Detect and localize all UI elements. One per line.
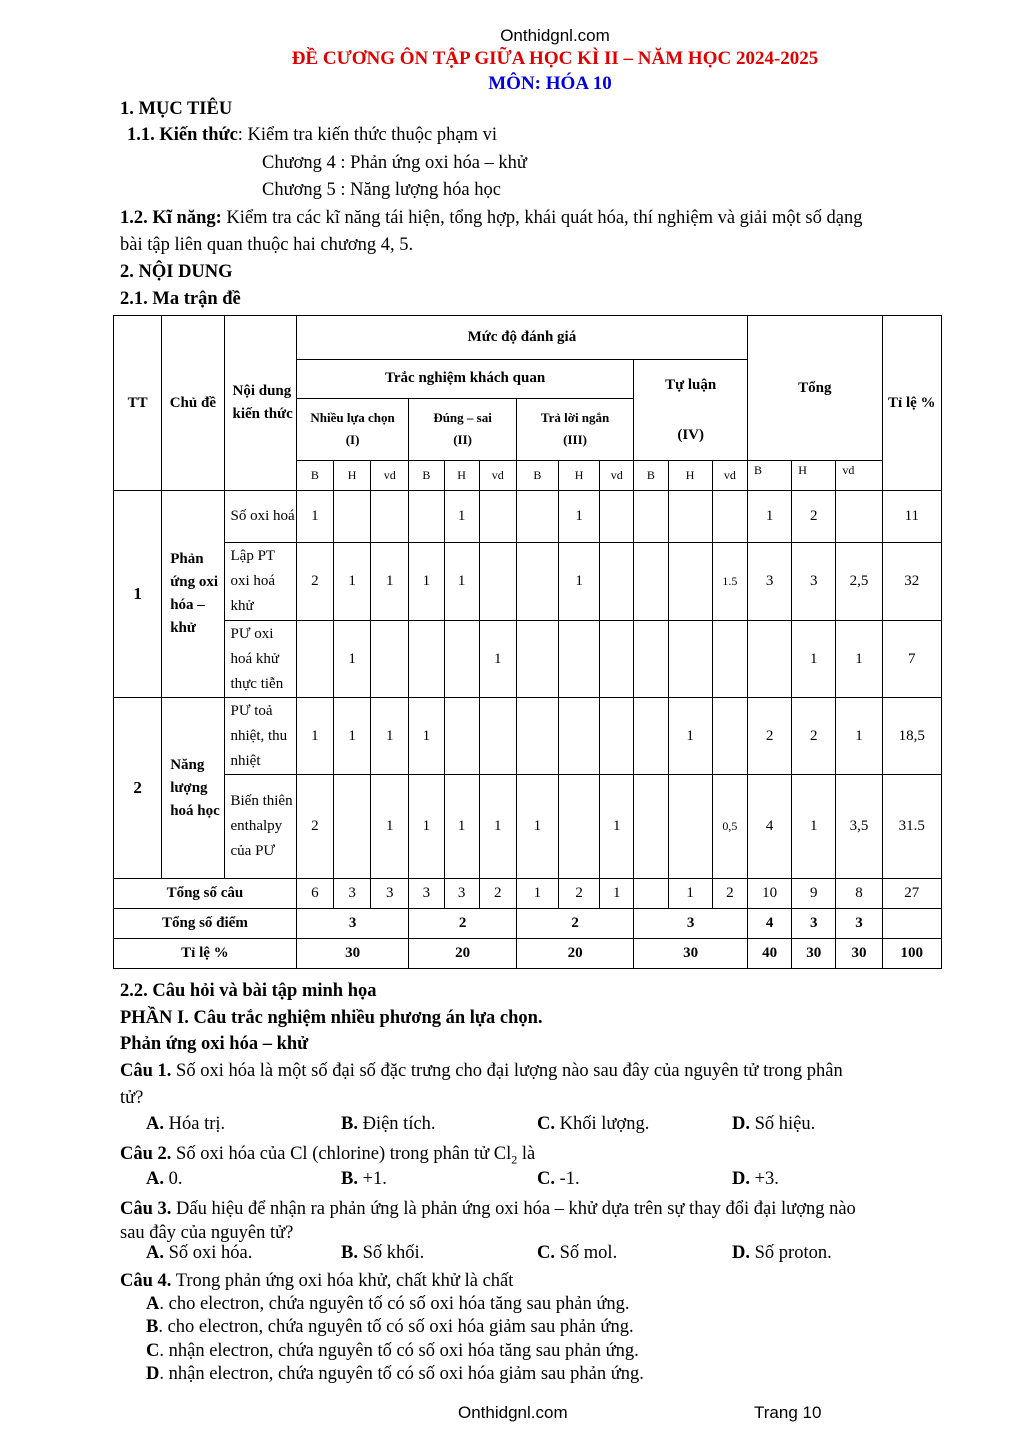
skill-line: 1.2. Kĩ năng: Kiểm tra các kĩ năng tái hiện, tổng hợp, khái quát hóa, thí nghiệm và giải một số dạng xyxy=(120,208,863,228)
heading-objectives: 1. MỤC TIÊU xyxy=(120,99,233,119)
ratio-cell: 20 xyxy=(409,939,516,969)
value-cell: 1 xyxy=(409,543,444,621)
heading-part-1: PHẦN I. Câu trắc nghiệm nhiều phương án lựa chọn. xyxy=(120,1008,543,1028)
value-cell: 1 xyxy=(479,775,516,879)
value-cell: 2 xyxy=(792,698,836,775)
value-cell: 2 xyxy=(792,491,836,543)
topic-1-number: 1 xyxy=(114,491,162,698)
sum-points-cell: 2 xyxy=(516,909,634,939)
ratio-cell: 30 xyxy=(634,939,748,969)
value-cell xyxy=(747,621,791,698)
value-cell: 1 xyxy=(559,491,600,543)
table-row xyxy=(114,698,942,775)
sum-questions-cell: 9 xyxy=(792,879,836,909)
value-cell: 1 xyxy=(371,698,409,775)
ratio-cell: 20 xyxy=(516,939,634,969)
q4-option-b[interactable]: B. cho electron, chứa nguyên tố có số oxi hóa giảm sau phản ứng. xyxy=(146,1317,634,1337)
header-topic: Chủ đề xyxy=(162,316,224,491)
ratio-cell: 40 xyxy=(747,939,791,969)
q1-option-a[interactable]: A. Hóa trị. xyxy=(146,1114,226,1134)
knowledge-line: 1.1. Kiến thức: Kiểm tra kiến thức thuộc phạm vi xyxy=(127,125,497,145)
sum-questions-cell: 3 xyxy=(409,879,444,909)
sum-questions-cell: 8 xyxy=(836,879,882,909)
content-cell: PƯ oxi hoá khử thực tiễn xyxy=(224,621,296,698)
level-cell: vd xyxy=(712,461,747,491)
header-content: Nội dung kiến thức xyxy=(224,316,296,491)
sum-questions-cell: 3 xyxy=(371,879,409,909)
level-cell: vd xyxy=(479,461,516,491)
heading-content: 2. NỘI DUNG xyxy=(120,262,233,282)
value-cell: 1 xyxy=(444,491,479,543)
value-cell: 1 xyxy=(747,491,791,543)
value-cell xyxy=(479,698,516,775)
value-cell xyxy=(516,491,558,543)
value-cell xyxy=(334,491,371,543)
footer-site: Onthidgnl.com xyxy=(458,1403,568,1422)
chapter-4: Chương 4 : Phản ứng oxi hóa – khử xyxy=(262,153,527,173)
sum-questions-cell: 1 xyxy=(516,879,558,909)
value-cell xyxy=(600,491,634,543)
table-row xyxy=(114,491,942,543)
sum-questions-cell: 2 xyxy=(479,879,516,909)
value-cell: 1 xyxy=(792,775,836,879)
header-ratio: Tỉ lệ % xyxy=(882,316,941,491)
value-cell: 3,5 xyxy=(836,775,882,879)
value-cell: 1 xyxy=(334,621,371,698)
value-cell: 1 xyxy=(409,775,444,879)
q4-option-c[interactable]: C. nhận electron, chứa nguyên tố có số oxi hóa tăng sau phản ứng. xyxy=(146,1341,639,1361)
value-cell: 0,5 xyxy=(712,775,747,879)
ratio-label: Tỉ lệ % xyxy=(114,939,297,969)
sum-questions-cell: 2 xyxy=(559,879,600,909)
sum-questions-cell: 2 xyxy=(712,879,747,909)
value-cell: 1 xyxy=(296,698,333,775)
value-cell: 1 xyxy=(409,698,444,775)
table-row xyxy=(114,543,942,621)
header-objective: Trắc nghiệm khách quan xyxy=(296,360,634,399)
value-cell xyxy=(668,775,712,879)
value-cell: 32 xyxy=(882,543,941,621)
value-cell: 1 xyxy=(371,775,409,879)
q3-option-a[interactable]: A. Số oxi hóa. xyxy=(146,1243,253,1263)
skill-line-2: bài tập liên quan thuộc hai chương 4, 5. xyxy=(120,235,414,255)
value-cell xyxy=(634,543,668,621)
value-cell xyxy=(600,698,634,775)
content-cell: PƯ toả nhiệt, thu nhiệt xyxy=(224,698,296,775)
level-cell: B xyxy=(747,461,791,491)
value-cell xyxy=(559,621,600,698)
sum-questions-cell: 3 xyxy=(334,879,371,909)
header-mc: Nhiều lựa chọn (I) xyxy=(296,398,409,460)
level-cell: vd xyxy=(371,461,409,491)
level-cell: B xyxy=(296,461,333,491)
sum-points-cell: 3 xyxy=(296,909,409,939)
value-cell: 2,5 xyxy=(836,543,882,621)
sum-questions-cell: 3 xyxy=(444,879,479,909)
header-tf: Đúng – sai (II) xyxy=(409,398,516,460)
header-short: Trả lời ngắn (III) xyxy=(516,398,634,460)
value-cell: 2 xyxy=(747,698,791,775)
value-cell: 1 xyxy=(479,621,516,698)
level-cell: B xyxy=(634,461,668,491)
value-cell xyxy=(409,491,444,543)
question-1-cont: tử? xyxy=(120,1088,144,1108)
value-cell xyxy=(559,698,600,775)
value-cell: 1 xyxy=(296,491,333,543)
value-cell: 3 xyxy=(747,543,791,621)
value-cell xyxy=(559,775,600,879)
value-cell: 1 xyxy=(516,775,558,879)
sum-questions-cell: 10 xyxy=(747,879,791,909)
value-cell: 1 xyxy=(559,543,600,621)
value-cell xyxy=(334,775,371,879)
value-cell: 1.5 xyxy=(712,543,747,621)
question-3: Câu 3. Dấu hiệu để nhận ra phản ứng là phản ứng oxi hóa – khử dựa trên sự thay đổi đại lượng nào xyxy=(120,1199,856,1219)
sum-questions-label: Tổng số câu xyxy=(114,879,297,909)
value-cell: 1 xyxy=(668,698,712,775)
content-cell: Lập PT oxi hoá khử xyxy=(224,543,296,621)
heading-examples: 2.2. Câu hỏi và bài tập minh họa xyxy=(120,981,377,1001)
q4-option-d[interactable]: D. nhận electron, chứa nguyên tố có số oxi hóa giảm sau phản ứng. xyxy=(146,1364,644,1384)
value-cell xyxy=(479,543,516,621)
level-cell: H xyxy=(559,461,600,491)
exam-matrix-table xyxy=(113,315,942,969)
topic-2-number: 2 xyxy=(114,698,162,879)
sum-points-cell: 2 xyxy=(409,909,516,939)
value-cell xyxy=(516,543,558,621)
value-cell xyxy=(516,621,558,698)
value-cell xyxy=(668,491,712,543)
sum-points-cell: 4 xyxy=(747,909,791,939)
value-cell: 18,5 xyxy=(882,698,941,775)
value-cell xyxy=(409,621,444,698)
q2-option-c[interactable]: C. -1. xyxy=(537,1169,580,1189)
chapter-5: Chương 5 : Năng lượng hóa học xyxy=(262,180,501,200)
q2-option-b[interactable]: B. +1. xyxy=(341,1169,387,1189)
value-cell: 1 xyxy=(836,621,882,698)
ratio-cell: 30 xyxy=(792,939,836,969)
ratio-cell: 30 xyxy=(296,939,409,969)
header-essay: Tự luận (IV) xyxy=(634,360,748,461)
value-cell xyxy=(634,491,668,543)
q1-option-b[interactable]: B. Điện tích. xyxy=(341,1114,436,1134)
header-tt: TT xyxy=(114,316,162,491)
table-row xyxy=(114,621,942,698)
value-cell xyxy=(712,621,747,698)
level-cell: B xyxy=(516,461,558,491)
sum-questions-cell xyxy=(634,879,668,909)
value-cell: 1 xyxy=(836,698,882,775)
sum-points-label: Tổng số điểm xyxy=(114,909,297,939)
level-cell: vd xyxy=(600,461,634,491)
q2-option-d[interactable]: D. +3. xyxy=(732,1169,779,1189)
value-cell: 2 xyxy=(296,543,333,621)
ratio-cell: 30 xyxy=(836,939,882,969)
level-cell: B xyxy=(409,461,444,491)
q3-option-b[interactable]: B. Số khối. xyxy=(341,1243,425,1263)
value-cell xyxy=(600,621,634,698)
value-cell: 7 xyxy=(882,621,941,698)
value-cell xyxy=(836,491,882,543)
q1-option-d[interactable]: D. Số hiệu. xyxy=(732,1114,816,1134)
value-cell xyxy=(712,698,747,775)
value-cell: 4 xyxy=(747,775,791,879)
level-cell: H xyxy=(792,461,836,491)
value-cell xyxy=(600,543,634,621)
sum-points-cell: 3 xyxy=(634,909,748,939)
subject-title: MÔN: HÓA 10 xyxy=(488,73,612,94)
ratio-cell: 100 xyxy=(882,939,941,969)
sum-questions-cell: 6 xyxy=(296,879,333,909)
value-cell: 1 xyxy=(334,698,371,775)
value-cell: 31.5 xyxy=(882,775,941,879)
heading-topic: Phản ứng oxi hóa – khử xyxy=(120,1034,309,1054)
q4-option-a[interactable]: A. cho electron, chứa nguyên tố có số oxi hóa tăng sau phản ứng. xyxy=(146,1294,630,1314)
value-cell xyxy=(516,698,558,775)
heading-matrix: 2.1. Ma trận đề xyxy=(120,289,241,309)
ratio-row xyxy=(114,939,942,969)
value-cell xyxy=(668,621,712,698)
page-number: Trang 10 xyxy=(754,1403,822,1422)
q1-option-c[interactable]: C. Khối lượng. xyxy=(537,1114,650,1134)
sum-questions-cell: 27 xyxy=(882,879,941,909)
value-cell: 1 xyxy=(444,775,479,879)
value-cell xyxy=(712,491,747,543)
topic-1: Phản ứng oxi hóa – khử xyxy=(162,491,224,698)
sum-points-cell: 3 xyxy=(792,909,836,939)
q3-option-d[interactable]: D. Số proton. xyxy=(732,1243,832,1263)
value-cell: 2 xyxy=(296,775,333,879)
value-cell xyxy=(634,621,668,698)
sum-points-cell: 3 xyxy=(836,909,882,939)
value-cell xyxy=(296,621,333,698)
value-cell xyxy=(444,621,479,698)
level-cell: vd xyxy=(836,461,882,491)
header-level: Mức độ đánh giá xyxy=(296,316,747,360)
value-cell xyxy=(634,775,668,879)
sum-points-row xyxy=(114,909,942,939)
level-cell: H xyxy=(668,461,712,491)
value-cell: 3 xyxy=(792,543,836,621)
value-cell: 1 xyxy=(371,543,409,621)
value-cell: 1 xyxy=(792,621,836,698)
q3-option-c[interactable]: C. Số mol. xyxy=(537,1243,618,1263)
value-cell: 1 xyxy=(444,543,479,621)
q2-option-a[interactable]: A. 0. xyxy=(146,1169,183,1189)
sum-questions-cell: 1 xyxy=(600,879,634,909)
question-1: Câu 1. Số oxi hóa là một số đại số đặc trưng cho đại lượng nào sau đây của nguyên tử trong phân xyxy=(120,1061,843,1081)
document-title: ĐỀ CƯƠNG ÔN TẬP GIỮA HỌC KÌ II – NĂM HỌC 2024-2025 xyxy=(291,48,819,69)
sum-questions-row xyxy=(114,879,942,909)
table-row xyxy=(114,775,942,879)
value-cell xyxy=(371,621,409,698)
value-cell: 11 xyxy=(882,491,941,543)
value-cell: 1 xyxy=(600,775,634,879)
question-4: Câu 4. Trong phản ứng oxi hóa khử, chất khử là chất xyxy=(120,1271,514,1291)
site-header: Onthidgnl.com xyxy=(500,26,610,45)
level-cell: H xyxy=(444,461,479,491)
sum-points-cell xyxy=(882,909,941,939)
content-cell: Biến thiên enthalpy của PƯ xyxy=(224,775,296,879)
value-cell: 1 xyxy=(334,543,371,621)
value-cell xyxy=(668,543,712,621)
level-cell: H xyxy=(334,461,371,491)
sum-questions-cell: 1 xyxy=(668,879,712,909)
value-cell xyxy=(479,491,516,543)
value-cell xyxy=(371,491,409,543)
value-cell xyxy=(634,698,668,775)
value-cell xyxy=(444,698,479,775)
question-3-cont: sau đây của nguyên tử? xyxy=(120,1223,294,1243)
header-total: Tổng xyxy=(747,316,882,461)
question-2: Câu 2. Số oxi hóa của Cl (chlorine) trong phân tử $Cl_2$ là xyxy=(120,1144,536,1167)
content-cell: Số oxi hoá xyxy=(224,491,296,543)
topic-2: Năng lượng hoá học xyxy=(162,698,224,879)
